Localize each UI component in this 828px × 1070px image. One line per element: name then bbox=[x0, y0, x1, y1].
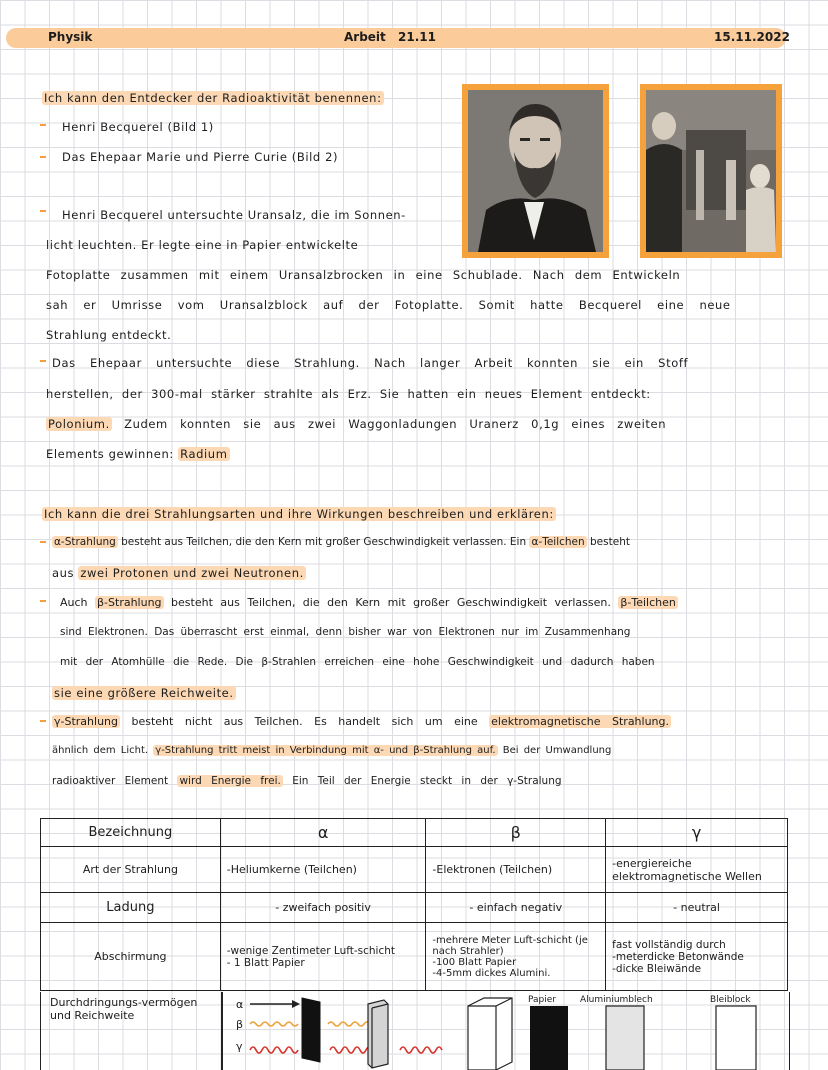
bullet-mark bbox=[40, 600, 46, 602]
label-aluminium: Aluminiumblech bbox=[580, 995, 653, 1005]
table-row bbox=[41, 923, 788, 991]
cell-gamma-ladung: - neutral bbox=[606, 893, 788, 923]
bullet-mark bbox=[40, 210, 46, 212]
bullet-mark bbox=[40, 124, 46, 126]
section2-goal: Ich kann die drei Strahlungsarten und ihre Wirkungen beschreiben und erklären: bbox=[44, 507, 554, 521]
paper-sheet-diagram bbox=[302, 998, 320, 1062]
cell-gamma-art: -energiereiche elektromagnetische Wellen bbox=[606, 847, 788, 893]
row-label-ladung: Ladung bbox=[41, 893, 221, 923]
beta-term: β-Strahlung bbox=[97, 596, 162, 609]
section1-goal: Ich kann den Entdecker der Radioaktivität benennen: bbox=[44, 91, 382, 105]
legend-gamma: γ bbox=[236, 1040, 243, 1053]
header-topic-date: 21.11 bbox=[398, 30, 436, 44]
para1-line5: Strahlung entdeckt. bbox=[46, 328, 172, 342]
para2-line3: Polonium. Zudem konnten sie aus zwei Waggonladungen Uranerz 0,1g eines zweiten bbox=[48, 417, 667, 431]
alpha-arrow-head bbox=[292, 1000, 300, 1008]
beta-line1: Auch β-Strahlung besteht aus Teilchen, die den Kern mit großer Geschwindigkeit verlassen. β-Teilchen bbox=[60, 596, 676, 609]
table-header-row bbox=[41, 819, 788, 847]
penetration-label: Durchdringungs-vermögen und Reichweite bbox=[50, 996, 198, 1022]
row-label-abschirmung: Abschirmung bbox=[41, 923, 221, 991]
bullet-mark bbox=[40, 156, 46, 158]
header-subject: Physik bbox=[48, 30, 93, 44]
cell-beta-abschirmung: -mehrere Meter Luft-schicht (je nach Strahler) -100 Blatt Papier -4-5mm dickes Alumini. bbox=[426, 923, 606, 991]
para1-line2: licht leuchten. Er legte eine in Papier entwickelte bbox=[46, 238, 359, 252]
legend-lead-swatch bbox=[716, 1006, 756, 1070]
becquerel-photo bbox=[462, 84, 609, 258]
table-row bbox=[41, 893, 788, 923]
header-bezeichnung: Bezeichnung bbox=[41, 819, 221, 847]
header-topic: Arbeit bbox=[344, 30, 386, 44]
header-date: 15.11.2022 bbox=[714, 30, 790, 44]
label-papier: Papier bbox=[528, 995, 556, 1005]
beta-line2: sind Elektronen. Das überrascht erst einmal, denn bisher war von Elektronen nur im Zusammenhang bbox=[60, 626, 631, 638]
alpha-line2: aus zwei Protonen und zwei Neutronen. bbox=[52, 566, 304, 580]
cell-alpha-abschirmung: -wenige Zentimeter Luft-schicht - 1 Blatt Papier bbox=[220, 923, 426, 991]
radiation-table bbox=[40, 818, 788, 991]
gamma-wave-3 bbox=[400, 1047, 442, 1053]
label-bleiblock: Bleiblock bbox=[710, 995, 751, 1005]
cell-beta-art: -Elektronen (Teilchen) bbox=[426, 847, 606, 893]
gamma-line3: radioaktiver Element wird Energie frei. Ein Teil der Energie steckt in der γ-Stralung bbox=[52, 775, 562, 787]
lead-block-diagram bbox=[468, 998, 512, 1070]
curie-photo bbox=[640, 84, 782, 258]
table-row bbox=[41, 847, 788, 893]
radium: Radium bbox=[180, 447, 228, 461]
bullet-mark bbox=[40, 541, 46, 543]
portrait-icon bbox=[468, 90, 603, 252]
beta-particle: β-Teilchen bbox=[620, 596, 676, 609]
cell-beta-ladung: - einfach negativ bbox=[426, 893, 606, 923]
para1-line4: sah er Umrisse vom Uransalzblock auf der Fotoplatte. Somit hatte Becquerel eine neue bbox=[46, 298, 731, 312]
lab-photo-icon bbox=[646, 90, 776, 252]
beta-wave-1 bbox=[250, 1022, 298, 1026]
penetration-diagram bbox=[222, 992, 788, 1070]
para2-line1: Das Ehepaar untersuchte diese Strahlung. Nach langer Arbeit konnten sie ein Stoff bbox=[52, 356, 689, 370]
bullet-mark bbox=[40, 720, 46, 722]
gamma-line1: γ-Strahlung besteht nicht aus Teilchen. Es handelt sich um eine elektromagnetische Strahlung. bbox=[54, 715, 670, 728]
cell-alpha-ladung: - zweifach positiv bbox=[220, 893, 426, 923]
para2-line2: herstellen, der 300-mal stärker strahlte als Erz. Sie hatten ein neues Element entdeckt: bbox=[46, 387, 651, 401]
alpha-line1: α-Strahlung besteht aus Teilchen, die den Kern mit großer Geschwindigkeit verlassen. Ein α-Teilchen besteht bbox=[54, 536, 630, 548]
alpha-particle: α-Teilchen bbox=[531, 536, 585, 548]
legend-aluminium-swatch bbox=[606, 1006, 644, 1070]
header-alpha: α bbox=[220, 819, 426, 847]
legend-alpha: α bbox=[236, 998, 244, 1011]
beta-wave-2 bbox=[328, 1022, 370, 1026]
bullet-mark bbox=[40, 360, 46, 362]
bullet-becquerel: Henri Becquerel (Bild 1) bbox=[62, 120, 214, 134]
beta-line4: sie eine größere Reichweite. bbox=[54, 686, 234, 700]
aluminium-block-diagram bbox=[368, 1000, 388, 1068]
cell-alpha-art: -Heliumkerne (Teilchen) bbox=[220, 847, 426, 893]
alpha-term: α-Strahlung bbox=[54, 536, 116, 548]
legend-paper-swatch bbox=[530, 1006, 568, 1070]
bullet-curie: Das Ehepaar Marie und Pierre Curie (Bild 2) bbox=[62, 150, 339, 164]
beta-line3: mit der Atomhülle die Rede. Die β-Strahlen erreichen eine hohe Geschwindigkeit und dadurch haben bbox=[60, 656, 655, 668]
alpha-composition: zwei Protonen und zwei Neutronen. bbox=[80, 566, 304, 580]
legend-beta: β bbox=[236, 1018, 244, 1031]
cell-gamma-abschirmung: fast vollständig durch -meterdicke Betonwände -dicke Bleiwände bbox=[606, 923, 788, 991]
row-label-art: Art der Strahlung bbox=[41, 847, 221, 893]
gamma-line2: ähnlich dem Licht. γ-Strahlung tritt meist in Verbindung mit α- und β-Strahlung auf. Bei der Umwandlung bbox=[52, 745, 612, 756]
para1-line1: Henri Becquerel untersuchte Uransalz, die im Sonnen- bbox=[62, 208, 406, 222]
gamma-term: γ-Strahlung bbox=[54, 715, 118, 728]
header-gamma: γ bbox=[606, 819, 788, 847]
header-bar bbox=[6, 28, 790, 48]
para1-line3: Fotoplatte zusammen mit einem Uransalzbrocken in eine Schublade. Nach dem Entwickeln bbox=[46, 268, 681, 282]
gamma-wave-1 bbox=[250, 1047, 298, 1053]
para2-line4: Elements gewinnen: Radium bbox=[46, 447, 228, 461]
gamma-em: elektromagnetische Strahlung. bbox=[491, 715, 670, 728]
header-beta: β bbox=[426, 819, 606, 847]
polonium: Polonium. bbox=[48, 417, 110, 431]
